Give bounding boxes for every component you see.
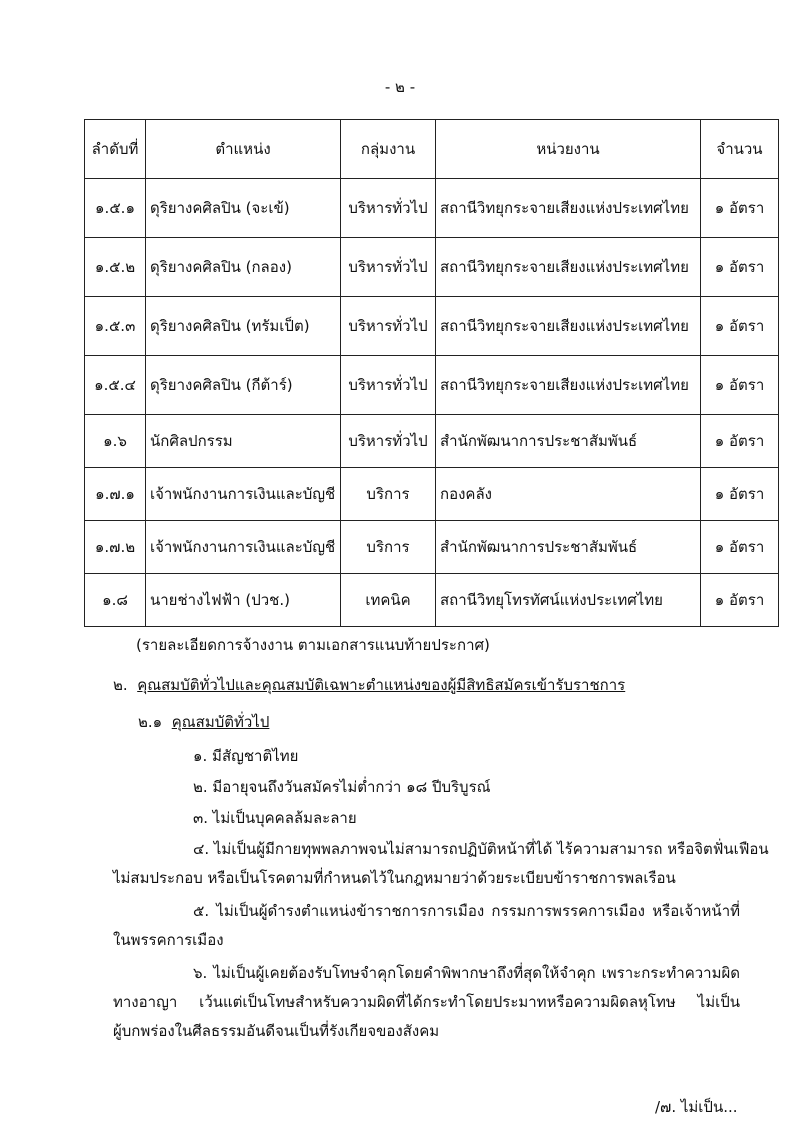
header-position: ตำแหน่ง bbox=[146, 120, 341, 179]
section-2-1-title: คุณสมบัติทั่วไป bbox=[171, 713, 270, 731]
cell-group: บริหารทั่วไป bbox=[341, 356, 436, 415]
header-no: ลำดับที่ bbox=[85, 120, 146, 179]
cell-no: ๑.๕.๓ bbox=[85, 297, 146, 356]
cell-quantity: ๑ อัตรา bbox=[701, 468, 779, 521]
table-row bbox=[85, 574, 779, 627]
cell-position: นักศิลปกรรม bbox=[146, 415, 341, 468]
section-2-number: ๒. bbox=[113, 676, 128, 694]
cell-no: ๑.๕.๒ bbox=[85, 238, 146, 297]
cell-position: ดุริยางคศิลปิน (กลอง) bbox=[146, 238, 341, 297]
table-row bbox=[85, 238, 779, 297]
cell-group: บริการ bbox=[341, 468, 436, 521]
header-group: กลุ่มงาน bbox=[341, 120, 436, 179]
page-number: - ๒ - bbox=[384, 78, 416, 96]
section-2-1-number: ๒.๑ bbox=[138, 713, 163, 731]
cell-group: บริหารทั่วไป bbox=[341, 297, 436, 356]
cell-quantity: ๑ อัตรา bbox=[701, 179, 779, 238]
table-row bbox=[85, 356, 779, 415]
cell-position: ดุริยางคศิลปิน (ทรัมเป็ต) bbox=[146, 297, 341, 356]
cell-no: ๑.๕.๑ bbox=[85, 179, 146, 238]
table-row bbox=[85, 521, 779, 574]
cell-quantity: ๑ อัตรา bbox=[701, 356, 779, 415]
qualification-item-2: ๒. มีอายุจนถึงวันสมัครไม่ต่ำกว่า ๑๘ ปีบริบูรณ์ bbox=[193, 778, 491, 796]
cell-quantity: ๑ อัตรา bbox=[701, 297, 779, 356]
qualification-item-6-line-3: ผู้บกพร่องในศีลธรรมอันดีจนเป็นที่รังเกียจของสังคม bbox=[113, 1022, 440, 1040]
continuation-note: /๗. ไม่เป็น... bbox=[655, 1098, 738, 1116]
cell-quantity: ๑ อัตรา bbox=[701, 521, 779, 574]
qualification-item-1: ๑. มีสัญชาติไทย bbox=[193, 747, 299, 765]
cell-position: นายช่างไฟฟ้า (ปวช.) bbox=[146, 574, 341, 627]
cell-group: เทคนิค bbox=[341, 574, 436, 627]
cell-unit: สถานีวิทยุกระจายเสียงแห่งประเทศไทย bbox=[436, 356, 701, 415]
qualification-item-4-line-2: ไม่สมประกอบ หรือเป็นโรคตามที่กำหนดไว้ในกฎหมายว่าด้วยระเบียบข้าราชการพลเรือน bbox=[113, 869, 676, 887]
section-2-heading bbox=[113, 673, 625, 697]
cell-unit: สำนักพัฒนาการประชาสัมพันธ์ bbox=[436, 415, 701, 468]
cell-quantity: ๑ อัตรา bbox=[701, 574, 779, 627]
cell-position: ดุริยางคศิลปิน (จะเข้) bbox=[146, 179, 341, 238]
cell-no: ๑.๗.๑ bbox=[85, 468, 146, 521]
cell-unit: สำนักพัฒนาการประชาสัมพันธ์ bbox=[436, 521, 701, 574]
cell-group: บริหารทั่วไป bbox=[341, 179, 436, 238]
cell-quantity: ๑ อัตรา bbox=[701, 238, 779, 297]
table-row bbox=[85, 468, 779, 521]
qualification-item-5-line-1: ๕. ไม่เป็นผู้ดำรงตำแหน่งข้าราชการการเมือง กรรมการพรรคการเมือง หรือเจ้าหน้าที่ bbox=[193, 902, 740, 920]
qualification-item-6-line-2: ทางอาญา เว้นแต่เป็นโทษสำหรับความผิดที่ได้กระทำโดยประมาทหรือความผิดลหุโทษ ไม่เป็น bbox=[113, 993, 740, 1011]
header-unit: หน่วยงาน bbox=[436, 120, 701, 179]
cell-no: ๑.๗.๒ bbox=[85, 521, 146, 574]
cell-no: ๑.๖ bbox=[85, 415, 146, 468]
qualification-item-4-line-1: ๔. ไม่เป็นผู้มีกายทุพพลภาพจนไม่สามารถปฏิบัติหน้าที่ได้ ไร้ความสามารถ หรือจิตฟั่นเฟือน bbox=[193, 840, 769, 858]
qualification-item-6-line-1: ๖. ไม่เป็นผู้เคยต้องรับโทษจำคุกโดยคำพิพากษาถึงที่สุดให้จำคุก เพราะกระทำความผิด bbox=[193, 964, 740, 982]
cell-group: บริหารทั่วไป bbox=[341, 238, 436, 297]
cell-group: บริการ bbox=[341, 521, 436, 574]
header-quantity: จำนวน bbox=[701, 120, 779, 179]
table-header-row bbox=[85, 120, 779, 179]
cell-no: ๑.๕.๔ bbox=[85, 356, 146, 415]
employment-note: (รายละเอียดการจ้างงาน ตามเอกสารแนบท้ายประกาศ) bbox=[136, 636, 490, 654]
cell-unit: สถานีวิทยุกระจายเสียงแห่งประเทศไทย bbox=[436, 297, 701, 356]
table-row bbox=[85, 179, 779, 238]
cell-position: เจ้าพนักงานการเงินและบัญชี bbox=[146, 521, 341, 574]
cell-quantity: ๑ อัตรา bbox=[701, 415, 779, 468]
qualification-item-3: ๓. ไม่เป็นบุคคลล้มละลาย bbox=[193, 809, 357, 827]
cell-position: เจ้าพนักงานการเงินและบัญชี bbox=[146, 468, 341, 521]
section-2-1-heading bbox=[138, 710, 269, 734]
cell-group: บริหารทั่วไป bbox=[341, 415, 436, 468]
cell-no: ๑.๘ bbox=[85, 574, 146, 627]
cell-unit: กองคลัง bbox=[436, 468, 701, 521]
qualification-item-5-line-2: ในพรรคการเมือง bbox=[113, 931, 224, 949]
section-2-title: คุณสมบัติทั่วไปและคุณสมบัติเฉพาะตำแหน่งของผู้มีสิทธิสมัครเข้ารับราชการ bbox=[137, 676, 626, 694]
cell-unit: สถานีวิทยุกระจายเสียงแห่งประเทศไทย bbox=[436, 179, 701, 238]
table-row bbox=[85, 415, 779, 468]
positions-table bbox=[84, 119, 779, 627]
table-row bbox=[85, 297, 779, 356]
cell-unit: สถานีวิทยุกระจายเสียงแห่งประเทศไทย bbox=[436, 238, 701, 297]
cell-position: ดุริยางคศิลปิน (กีต้าร์) bbox=[146, 356, 341, 415]
cell-unit: สถานีวิทยุโทรทัศน์แห่งประเทศไทย bbox=[436, 574, 701, 627]
